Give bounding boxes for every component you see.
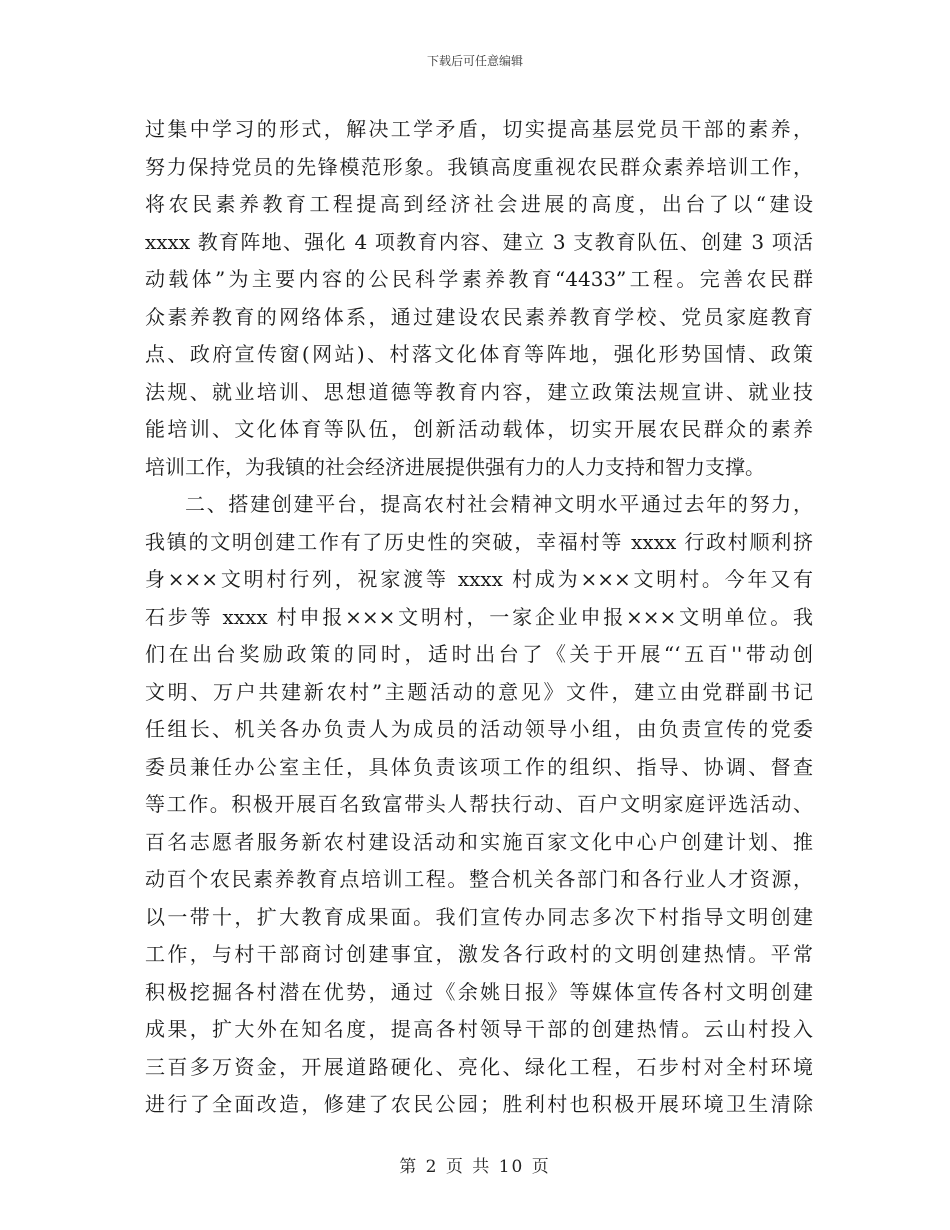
text-line: 任组长、机关各办负责人为成员的活动领导小组，由负责宣传的党委 (145, 717, 813, 741)
text-line: 众素养教育的网络体系，通过建设农民素养教育学校、党员家庭教育 (145, 304, 813, 329)
text-line: 百名志愿者服务新农村建设活动和实施百家文化中心户创建计划、推 (145, 829, 813, 854)
text-line: 等工作。积极开展百名致富带头人帮扶行动、百户文明家庭评选活动、 (145, 792, 813, 816)
text-line: 将农民素养教育工程提高到经济社会进展的高度，出台了以“建设 (145, 192, 813, 216)
text-line: 以一带十，扩大教育成果面。我们宣传办同志多次下村指导文明创建 (145, 904, 813, 929)
text-line: 石步等 xxxx 村申报×××文明村，一家企业申报×××文明单位。我 (145, 604, 813, 629)
page-number-footer: 第 2 页 共 10 页 (399, 1157, 551, 1177)
section-heading-line: 二、搭建创建平台，提高农村社会精神文明水平通过去年的努力， (185, 492, 813, 516)
text-line: 我镇的文明创建工作有了历史性的突破，幸福村等 xxxx 行政村顺利挤 (145, 529, 813, 554)
text-line: 工作，与村干部商讨创建事宜，激发各行政村的文明创建热情。平常 (145, 942, 813, 966)
text-line: 点、政府宣传窗(网站)、村落文化体育等阵地，强化形势国情、政策 (145, 342, 813, 366)
body-text (145, 111, 813, 1124)
text-line: 们在出台奖励政策的同时，适时出台了《关于开展“‘五百''带动创 (145, 642, 813, 666)
page-header: 下载后可任意编辑 (426, 54, 523, 68)
text-line: xxxx 教育阵地、强化 4 项教育内容、建立 3 支教育队伍、创建 3 项活 (145, 229, 813, 254)
text-line: 成果，扩大外在知名度，提高各村领导干部的创建热情。云山村投入 (145, 1017, 813, 1041)
text-line: 三百多万资金，开展道路硬化、亮化、绿化工程，石步村对全村环境 (145, 1054, 813, 1079)
text-line: 努力保持党员的先锋模范形象。我镇高度重视农民群众素养培训工作， (145, 154, 813, 179)
text-line: 法规、就业培训、思想道德等教育内容，建立政策法规宣讲、就业技 (145, 379, 813, 404)
text-line: 委员兼任办公室主任，具体负责该项工作的组织、指导、协调、督查 (145, 754, 813, 779)
text-line: 动载体”为主要内容的公民科学素养教育“4433”工程。完善农民群 (145, 267, 813, 291)
text-line: 文明、万户共建新农村”主题活动的意见》文件，建立由党群副书记 (145, 679, 813, 704)
text-line: 身×××文明村行列，祝家渡等 xxxx 村成为×××文明村。今年又有 (145, 567, 813, 591)
text-line: 积极挖掘各村潜在优势，通过《余姚日报》等媒体宣传各村文明创建 (145, 979, 813, 1004)
text-line: 进行了全面改造，修建了农民公园；胜利村也积极开展环境卫生清除 (145, 1092, 813, 1116)
text-line: 过集中学习的形式，解决工学矛盾，切实提高基层党员干部的素养， (145, 117, 813, 141)
text-line: 动百个农民素养教育点培训工程。整合机关各部门和各行业人才资源， (145, 867, 813, 891)
text-line: 能培训、文化体育等队伍，创新活动载体，切实开展农民群众的素养 (145, 417, 813, 441)
text-line: 培训工作，为我镇的社会经济进展提供强有力的人力支持和智力支撑。 (145, 454, 765, 479)
